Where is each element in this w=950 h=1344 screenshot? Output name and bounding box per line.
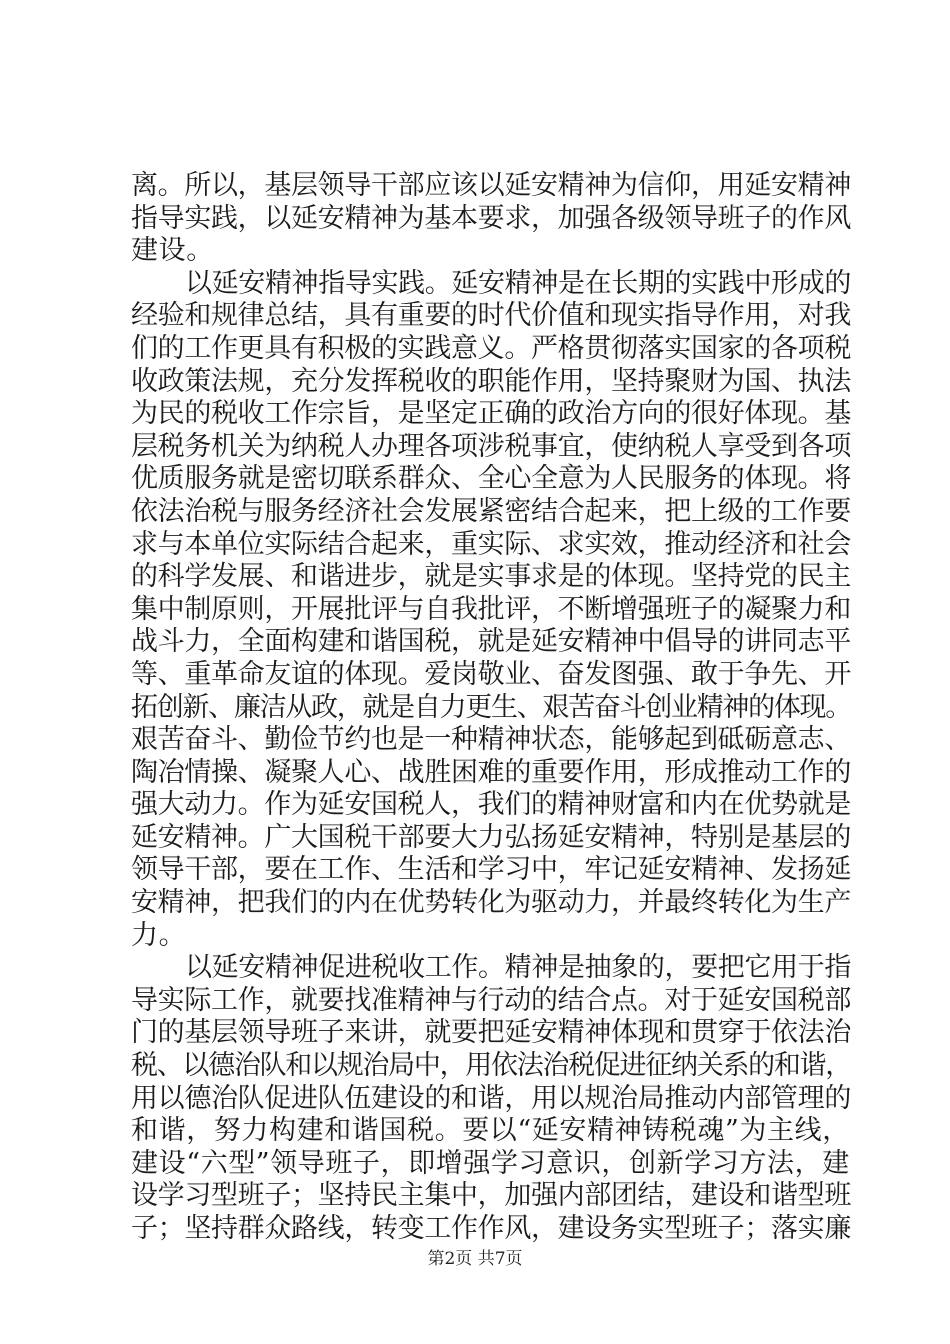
text-line: 和谐，努力构建和谐国税。要以“延安精神铸税魂”为主线，: [131, 1115, 850, 1147]
text-line: 战斗力，全面构建和谐国税，就是延安精神中倡导的讲同志平: [131, 626, 851, 658]
text-line: 安精神，把我们的内在优势转化为驱动力，并最终转化为生产: [131, 887, 851, 919]
text-line: 设学习型班子；坚持民主集中，加强内部团结，建设和谐型班: [131, 1180, 851, 1212]
text-line: 子；坚持群众路线，转变工作作风，建设务实型班子；落实廉: [131, 1213, 851, 1244]
text-line: 导实际工作，就要找准精神与行动的结合点。对于延安国税部: [131, 984, 851, 1016]
text-line: 求与本单位实际结合起来，重实际、求实效，推动经济和社会: [131, 528, 851, 560]
text-line: 们的工作更具有积极的实践意义。严格贯彻落实国家的各项税: [131, 332, 851, 364]
text-line: 依法治税与服务经济社会发展紧密结合起来，把上级的工作要: [131, 495, 851, 527]
paragraph-start-line: 以延安精神指导实践。延安精神是在长期的实践中形成的: [185, 267, 851, 299]
text-line: 税、以德治队和以规治局中，用依法治税促进征纳关系的和谐，: [131, 1050, 851, 1082]
text-line: 用以德治队促进队伍建设的和谐，用以规治局推动内部管理的: [131, 1082, 851, 1114]
body-text: [131, 170, 851, 1246]
text-line: 收政策法规，充分发挥税收的职能作用，坚持聚财为国、执法: [131, 365, 851, 397]
text-line: 层税务机关为纳税人办理各项涉税事宜，使纳税人享受到各项: [131, 430, 851, 462]
text-line: 的科学发展、和谐进步，就是实事求是的体现。坚持党的民主: [131, 561, 851, 593]
text-line: 门的基层领导班子来讲，就要把延安精神体现和贯穿于依法治: [131, 1017, 851, 1049]
text-line: 为民的税收工作宗旨，是坚定正确的政治方向的很好体现。基: [131, 398, 851, 430]
text-line: 建设。: [131, 235, 214, 267]
text-line: 陶冶情操、凝聚人心、战胜困难的重要作用，形成推动工作的: [131, 756, 851, 788]
text-line: 艰苦奋斗、勤俭节约也是一种精神状态，能够起到砥砺意志、: [131, 724, 851, 756]
text-line: 领导干部，要在工作、生活和学习中，牢记延安精神、发扬延: [131, 854, 851, 886]
text-line: 优质服务就是密切联系群众、全心全意为人民服务的体现。将: [131, 463, 851, 495]
text-line: 离。所以，基层领导干部应该以延安精神为信仰，用延安精神: [131, 170, 851, 201]
text-line: 建设“六型”领导班子，即增强学习意识，创新学习方法，建: [131, 1147, 850, 1179]
text-line: 集中制原则，开展批评与自我批评，不断增强班子的凝聚力和: [131, 593, 851, 625]
text-line: 强大动力。作为延安国税人，我们的精神财富和内在优势就是: [131, 789, 851, 821]
page-number-footer: 第2页 共7页: [427, 1249, 523, 1269]
paragraph-start-line: 以延安精神促进税收工作。精神是抽象的，要把它用于指: [185, 952, 851, 984]
text-line: 延安精神。广大国税干部要大力弘扬延安精神，特别是基层的: [131, 821, 851, 853]
text-line: 拓创新、廉洁从政，就是自力更生、艰苦奋斗创业精神的体现。: [131, 691, 851, 723]
text-line: 指导实践，以延安精神为基本要求，加强各级领导班子的作风: [131, 202, 851, 234]
text-line: 力。: [131, 919, 187, 951]
text-line: 等、重革命友谊的体现。爱岗敬业、奋发图强、敢于争先、开: [131, 658, 851, 690]
text-line: 经验和规律总结，具有重要的时代价值和现实指导作用，对我: [131, 300, 851, 332]
